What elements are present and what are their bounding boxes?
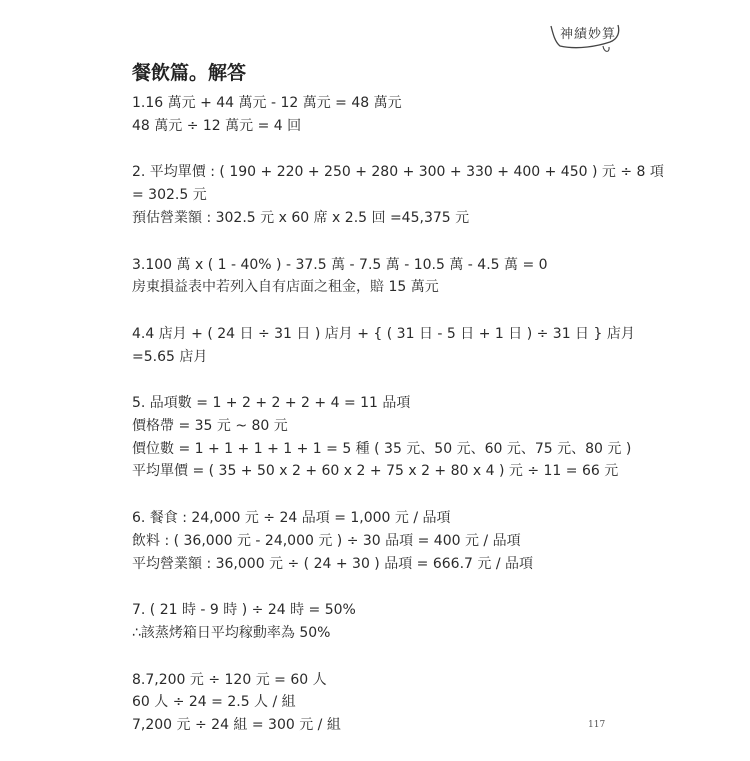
answer-line: 60 人 ÷ 24 = 2.5 人 / 組 bbox=[132, 694, 296, 711]
answer-line: 平均單價 = ( 35 + 50 x 2 + 60 x 2 + 75 x 2 + 80 x 4 ) 元 ÷ 11 = 66 元 bbox=[132, 463, 619, 480]
answer-line: 6. 餐食 : 24,000 元 ÷ 24 品項 = 1,000 元 / 品項 bbox=[132, 510, 451, 527]
chapter-tag-label: 神績妙算 bbox=[560, 27, 617, 42]
answer-line: 7,200 元 ÷ 24 組 = 300 元 / 組 bbox=[132, 717, 341, 734]
answer-line: =5.65 店月 bbox=[132, 348, 208, 365]
answer-line: 7. ( 21 時 - 9 時 ) ÷ 24 時 = 50% bbox=[132, 602, 356, 619]
answer-block-2 bbox=[132, 161, 664, 229]
answer-line: 飲料 : ( 36,000 元 - 24,000 元 ) ÷ 30 品項 = 400 元 / 品項 bbox=[132, 532, 521, 549]
page-title: 餐飲篇。解答 bbox=[132, 62, 247, 84]
page-number: 117 bbox=[588, 720, 606, 730]
answer-line: 1.16 萬元 + 44 萬元 - 12 萬元 = 48 萬元 bbox=[132, 95, 402, 111]
answer-line: 平均營業額 : 36,000 元 ÷ ( 24 + 30 ) 品項 = 666.7 元 / 品項 bbox=[132, 555, 533, 572]
chapter-tag bbox=[548, 20, 626, 62]
answer-block-7 bbox=[132, 599, 632, 644]
answer-block-3 bbox=[132, 254, 632, 299]
answer-line: 預估營業額 : 302.5 元 x 60 席 x 2.5 回 =45,375 元 bbox=[132, 209, 470, 226]
answer-line: 房東損益表中若列入自有店面之租金，賠 15 萬元 bbox=[132, 279, 439, 296]
answer-line: = 302.5 元 bbox=[132, 187, 207, 204]
answer-line: 5. 品項數 = 1 + 2 + 2 + 2 + 4 = 11 品項 bbox=[132, 395, 411, 412]
answer-line: 2. 平均單價 : ( 190 + 220 + 250 + 280 + 300 + 330 + 400 + 450 ) 元 ÷ 8 項 bbox=[132, 164, 664, 181]
answer-line: 4.4 店月 + ( 24 日 ÷ 31 日 ) 店月 + { ( 31 日 - 5 日 + 1 日 ) ÷ 31 日 } 店月 bbox=[132, 325, 635, 342]
answer-block-4 bbox=[132, 323, 635, 368]
answer-line: 3.100 萬 x ( 1 - 40% ) - 37.5 萬 - 7.5 萬 - 10.5 萬 - 4.5 萬 = 0 bbox=[132, 256, 548, 273]
answer-line: ∴該蒸烤箱日平均稼動率為 50% bbox=[132, 624, 331, 641]
answer-block-8 bbox=[132, 669, 632, 737]
answer-line: 價位數 = 1 + 1 + 1 + 1 + 1 = 5 種 ( 35 元、50 元、60 元、75 元、80 元 ) bbox=[132, 440, 632, 457]
answer-list bbox=[132, 92, 664, 761]
answer-line: 8.7,200 元 ÷ 120 元 = 60 人 bbox=[132, 671, 327, 688]
answer-line: 48 萬元 ÷ 12 萬元 = 4 回 bbox=[132, 117, 302, 134]
answer-block-5 bbox=[132, 392, 632, 483]
answer-block-1 bbox=[132, 92, 632, 137]
answer-line: 價格帶 = 35 元 ~ 80 元 bbox=[132, 418, 288, 435]
answer-block-6 bbox=[132, 507, 632, 575]
